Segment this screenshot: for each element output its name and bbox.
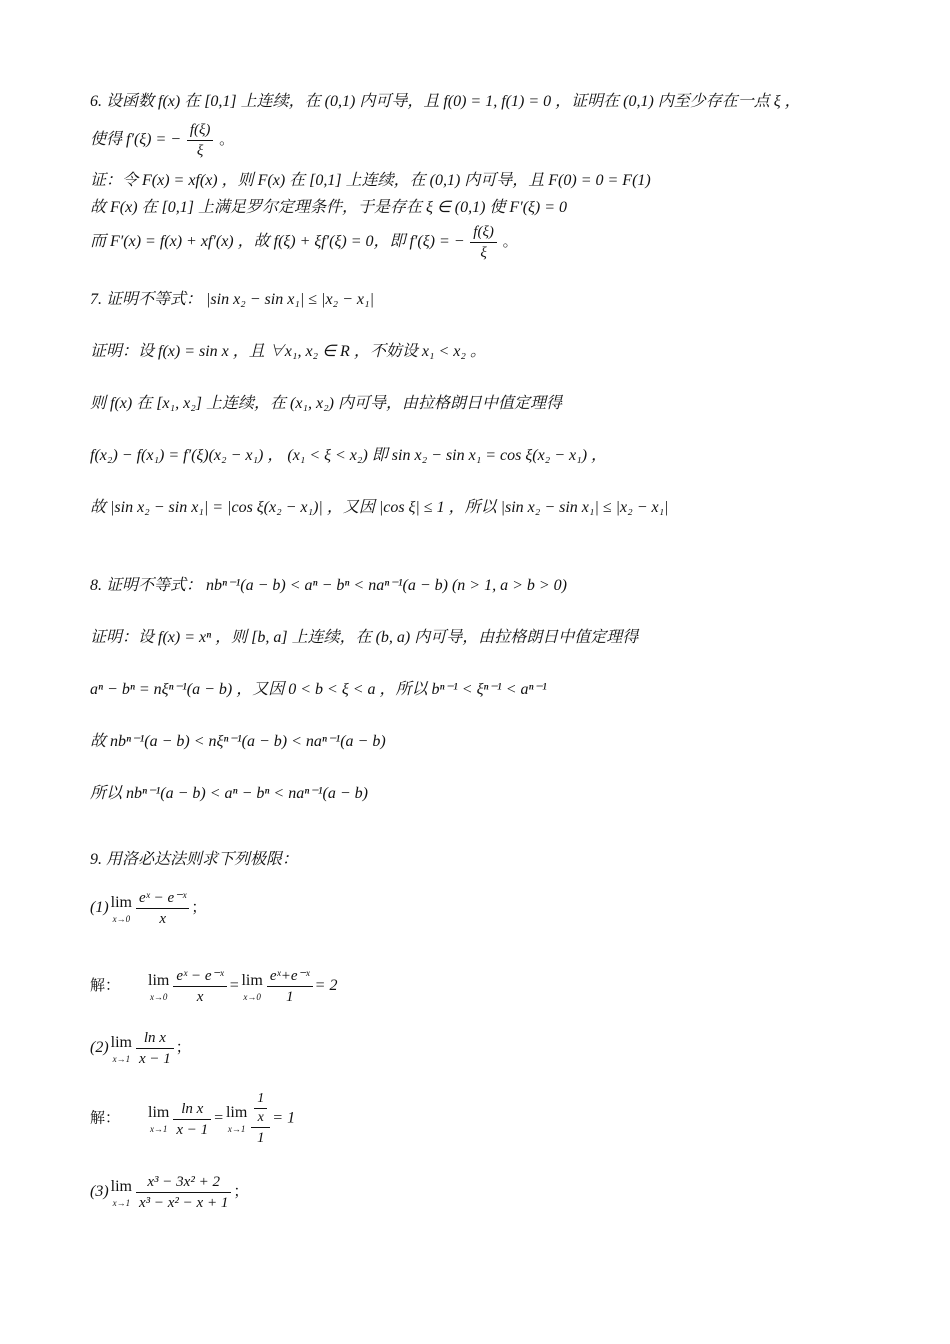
limit-operator bbox=[148, 971, 169, 1003]
fraction-denominator: 1 bbox=[257, 1130, 265, 1146]
fraction-numerator: ln x bbox=[173, 1099, 211, 1120]
lim-subscript: x→1 bbox=[112, 1053, 131, 1064]
inner-fraction bbox=[254, 1090, 267, 1127]
q2-label: (2) bbox=[90, 1038, 109, 1056]
p7-setup: 证明：设 f(x) = sin x ，且 ∀x₁, x₂ ∈ R ，不妨设 x₁ < x₂ 。 bbox=[90, 343, 486, 360]
p6-line-5 bbox=[90, 222, 860, 266]
a2-result: = 1 bbox=[272, 1109, 296, 1127]
p8-setup: 证明：设 f(x) = xⁿ ，则 [b, a] 上连续，在 (b, a) 内可导，由拉格朗日中值定理得 bbox=[90, 629, 639, 646]
fraction-numerator: f(ξ) bbox=[187, 120, 214, 141]
a1-label: 解： bbox=[90, 977, 121, 994]
p8-line-2 bbox=[90, 628, 860, 648]
p6-goal-fraction bbox=[187, 120, 214, 161]
p9-title-line bbox=[90, 850, 860, 870]
p9-a2-line bbox=[90, 1090, 860, 1162]
fraction-denominator: 1 bbox=[285, 989, 294, 1005]
lim-subscript: x→1 bbox=[112, 1197, 131, 1208]
lim-subscript: x→0 bbox=[243, 991, 261, 1002]
lim-subscript: x→1 bbox=[227, 1124, 246, 1134]
p6-goal-prefix: 使得 f′(ξ) = − bbox=[90, 130, 182, 148]
equals-sign: = bbox=[213, 1109, 224, 1127]
lim-word: lim bbox=[110, 893, 132, 911]
p7-line-1 bbox=[90, 290, 860, 310]
q3-fraction bbox=[136, 1172, 231, 1213]
p7-lagrange: 则 f(x) 在 [x₁, x₂] 上连续，在 (x₁, x₂) 内可导，由拉格朗日中值定理得 bbox=[90, 395, 562, 412]
limit-operator bbox=[111, 1177, 132, 1209]
q2-end: ； bbox=[175, 1039, 191, 1056]
lim-word: lim bbox=[110, 1177, 132, 1195]
fraction-denominator: x bbox=[159, 911, 166, 927]
p9-q2-line bbox=[90, 1028, 860, 1078]
p7-line-3 bbox=[90, 394, 860, 414]
fraction-denominator: x − 1 bbox=[139, 1051, 171, 1067]
p7-line-4 bbox=[90, 446, 860, 466]
fraction-denominator: x³ − x² − x + 1 bbox=[139, 1195, 229, 1211]
a2-fraction-2 bbox=[251, 1090, 270, 1148]
p9-a1-line bbox=[90, 966, 860, 1016]
fraction-numerator: ln x bbox=[136, 1028, 174, 1049]
fraction-numerator bbox=[251, 1090, 270, 1128]
inner-numerator: 1 bbox=[254, 1090, 267, 1109]
lim-word: lim bbox=[225, 1104, 248, 1121]
lim-subscript: x→0 bbox=[149, 991, 168, 1002]
fraction-numerator: x³ − 3x² + 2 bbox=[136, 1172, 231, 1193]
limit-operator bbox=[111, 893, 132, 925]
lim-word: lim bbox=[110, 1033, 132, 1051]
limit-operator bbox=[111, 1033, 132, 1065]
p7-line-5 bbox=[90, 498, 860, 518]
q2-fraction bbox=[136, 1028, 174, 1069]
fraction-numerator: f(ξ) bbox=[470, 222, 497, 243]
p6-conclusion-fraction bbox=[470, 222, 497, 263]
limit-operator bbox=[148, 1103, 169, 1135]
p8-statement: 8. 证明不等式： nbⁿ⁻¹(a − b) < aⁿ − bⁿ < naⁿ⁻¹(a − b) (n > 1, a > b > 0) bbox=[90, 577, 567, 594]
p9-q1-line bbox=[90, 888, 860, 938]
lim-word: lim bbox=[241, 971, 263, 989]
limit-operator bbox=[241, 971, 262, 1003]
q3-label: (3) bbox=[90, 1182, 109, 1200]
p6-proof-rolle: 故 F(x) 在 [0,1] 上满足罗尔定理条件，于是存在 ξ ∈ (0,1) 使 F′(ξ) = 0 bbox=[90, 199, 568, 216]
p7-conclusion: 故 |sin x₂ − sin x₁| = |cos ξ(x₂ − x₁)| ，又因 |cos ξ| ≤ 1 ，所以 |sin x₂ − sin x₁| ≤ |x₂ − x₁| bbox=[90, 499, 669, 516]
q1-fraction bbox=[136, 888, 189, 929]
p7-statement: 7. 证明不等式： |sin x₂ − sin x₁| ≤ |x₂ − x₁| bbox=[90, 291, 374, 308]
p6-line-1 bbox=[90, 92, 860, 112]
p8-line-4 bbox=[90, 732, 860, 752]
a1-result: = 2 bbox=[314, 976, 338, 994]
q3-end: ； bbox=[233, 1183, 249, 1200]
a2-fraction-1 bbox=[173, 1099, 211, 1140]
inner-denominator: x bbox=[257, 1110, 264, 1125]
p8-line-1 bbox=[90, 576, 860, 596]
p6-proof-conclusion: 而 F′(x) = f(x) + xf′(x) ，故 f(ξ) + ξf′(ξ) = 0，即 f′(ξ) = − bbox=[90, 232, 465, 250]
lim-word: lim bbox=[148, 971, 170, 989]
lim-subscript: x→0 bbox=[112, 913, 131, 924]
p6-line-2 bbox=[90, 120, 860, 164]
p9-title: 9. 用洛必达法则求下列极限： bbox=[90, 851, 299, 868]
a1-fraction-1 bbox=[173, 966, 226, 1007]
a2-label: 解： bbox=[90, 1110, 121, 1127]
p6-conclusion-suffix: 。 bbox=[502, 233, 518, 250]
lim-subscript: x→1 bbox=[149, 1124, 168, 1134]
p6-proof-define: 证：令 F(x) = xf(x) ，则 F(x) 在 [0,1] 上连续，在 (0,1) 内可导，且 F(0) = 0 = F(1) bbox=[90, 172, 651, 189]
fraction-numerator: eˣ+e⁻ˣ bbox=[267, 966, 313, 987]
fraction-numerator: eˣ − e⁻ˣ bbox=[173, 966, 226, 987]
fraction-denominator: ξ bbox=[196, 143, 204, 159]
equals-sign: = bbox=[228, 976, 240, 994]
lim-word: lim bbox=[148, 1104, 170, 1121]
fraction-denominator: x − 1 bbox=[176, 1121, 209, 1138]
p6-goal-suffix: 。 bbox=[219, 131, 235, 148]
p7-line-2 bbox=[90, 342, 860, 362]
p8-line-3 bbox=[90, 680, 860, 700]
q1-label: (1) bbox=[90, 898, 109, 916]
fraction-denominator: ξ bbox=[480, 245, 487, 261]
p8-line-5 bbox=[90, 784, 860, 804]
p6-statement: 6. 设函数 f(x) 在 [0,1] 上连续，在 (0,1) 内可导，且 f(0) = 1, f(1) = 0 ，证明在 (0,1) 内至少存在一点 ξ ， bbox=[90, 93, 801, 110]
fraction-numerator: eˣ − e⁻ˣ bbox=[136, 888, 189, 909]
p9-q3-line bbox=[90, 1172, 860, 1222]
p6-line-4 bbox=[90, 198, 860, 218]
p6-line-3 bbox=[90, 171, 860, 191]
p8-mvt-result: aⁿ − bⁿ = nξⁿ⁻¹(a − b) ，又因 0 < b < ξ < a ，所以 bⁿ⁻¹ < ξⁿ⁻¹ < aⁿ⁻¹ bbox=[90, 681, 547, 698]
p8-inequality: 故 nbⁿ⁻¹(a − b) < nξⁿ⁻¹(a − b) < naⁿ⁻¹(a − b) bbox=[90, 733, 386, 750]
fraction-denominator: x bbox=[196, 989, 204, 1005]
a1-fraction-2 bbox=[267, 966, 313, 1007]
limit-operator bbox=[226, 1103, 247, 1135]
q1-end: ； bbox=[191, 899, 207, 916]
p7-mvt-result: f(x₂) − f(x₁) = f′(ξ)(x₂ − x₁) ， (x₁ < ξ < x₂) 即 sin x₂ − sin x₁ = cos ξ(x₂ − x₁) ， bbox=[90, 447, 608, 464]
p8-conclusion: 所以 nbⁿ⁻¹(a − b) < aⁿ − bⁿ < naⁿ⁻¹(a − b) bbox=[90, 785, 368, 802]
